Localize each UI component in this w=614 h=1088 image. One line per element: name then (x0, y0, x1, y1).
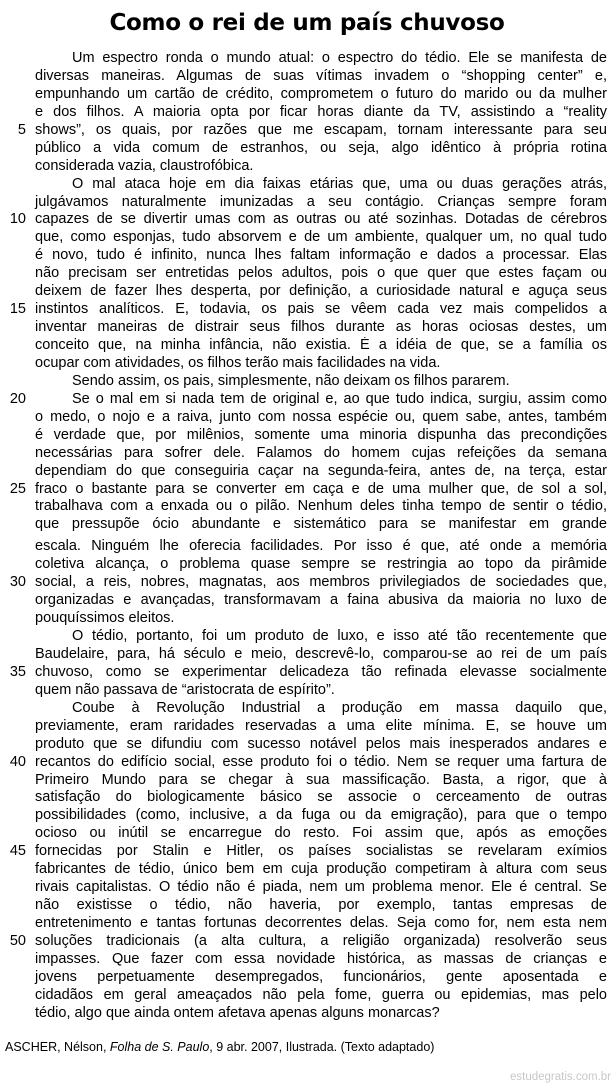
line-number (0, 1005, 35, 1023)
citation-author: ASCHER, Nélson, (5, 1040, 110, 1054)
line-text: o medo, o nojo e a raiva, junto com nossa espécie ou, quem sabe, antes, também (35, 408, 607, 425)
line-text: que, como esponjas, tudo absorvem e de um ambiente, qualquer um, no qual tudo (35, 229, 607, 246)
text-line (0, 843, 614, 861)
line-number (0, 86, 35, 104)
text-line (0, 592, 614, 610)
line-number (0, 463, 35, 481)
line-number (0, 373, 35, 391)
line-text: produto que se difundiu com sucesso notável pelos mais inesperados andares e (35, 735, 607, 752)
line-text: cidadãos em geral ameaçados não pela fome, guerra ou epidemias, mas pelo (35, 986, 607, 1003)
text-line (0, 391, 614, 409)
text-line (0, 158, 614, 176)
line-number: 50 (9, 932, 26, 949)
line-text: escala. Ninguém lhe oferecia facilidades. Por isso é que, até onde a memória (35, 538, 607, 555)
text-line (0, 807, 614, 825)
line-text: conceito que, na minha infância, não existia. É a idéia de que, se a família os (35, 337, 607, 353)
line-text: previamente, eram raridades reservadas a uma elite mínima. E, se houve um (35, 717, 607, 734)
text-line (0, 265, 614, 283)
line-number (0, 789, 35, 807)
line-text: não existisse o tédio, não haveria, por exemplo, tantas empresas de (35, 897, 607, 914)
line-text: organizadas e avançadas, transformavam a faina abusiva da maioria no luxo de (35, 592, 607, 609)
line-text: não precisam ser entretidas pelos adultos, pois o que quer que estes façam ou (35, 265, 607, 282)
text-line (0, 825, 614, 843)
line-number: 35 (9, 663, 26, 680)
line-text: empunhando um cartão de crédito, comprometem o futuro do marido ou da mulher (35, 85, 607, 102)
line-number (0, 104, 35, 122)
line-number (0, 355, 35, 373)
page-title: Como o rei de um país chuvoso (109, 10, 505, 36)
line-text: quem não passava de “aristocrata de espírito”. (35, 681, 335, 698)
line-text: entretenimento e tantas fortunas decorrentes delas. Seja como for, nem esta nem (35, 915, 607, 931)
line-number (0, 50, 35, 68)
line-number (0, 682, 35, 700)
text-line (0, 463, 614, 481)
line-number (0, 987, 35, 1005)
text-line (0, 445, 614, 463)
text-line (0, 498, 614, 516)
text-line (0, 194, 614, 212)
line-text: que pressupõe ócio abundante e sistemático para se manifestar em grande (35, 516, 607, 533)
text-line (0, 337, 614, 355)
text-line (0, 247, 614, 265)
line-text: possibilidades (como, inclusive, a da fuga ou da emigração), para que o tempo (35, 807, 607, 824)
text-line (0, 736, 614, 754)
text-line (0, 933, 614, 951)
line-text: trabalhava com a enxada ou o pilão. Nenhum deles tinha tempo de sentir o tédio, (35, 498, 607, 515)
line-text: é verdade que, por milênios, somente uma minoria dispunha das precondições (35, 426, 607, 443)
text-line (0, 538, 614, 556)
line-text: fabricantes de tédio, único bem em cuja produção competiram à altura com seus (35, 861, 607, 878)
line-text: shows”, os quais, por razões que me escapam, tornam interessante para seu (35, 121, 607, 138)
text-line (0, 987, 614, 1005)
text-line (0, 879, 614, 897)
text-line (0, 969, 614, 987)
text-line (0, 373, 614, 391)
text-line (0, 283, 614, 301)
text-line (0, 897, 614, 915)
line-number (0, 427, 35, 445)
text-line (0, 951, 614, 969)
line-number: 45 (9, 843, 26, 860)
text-line (0, 176, 614, 194)
line-number (0, 807, 35, 825)
text-line (0, 610, 614, 628)
line-number (0, 337, 35, 355)
line-text: Um espectro ronda o mundo atual: o espectro do tédio. Ele se manifesta de (72, 50, 607, 66)
text-line (0, 409, 614, 427)
line-number (0, 516, 35, 534)
text-line (0, 1005, 614, 1023)
line-text: chuvoso, como se experimentar delicadeza tão refinada elevasse socialmente (35, 663, 607, 680)
citation-publication: Folha de S. Paulo (109, 1040, 210, 1054)
line-number (0, 194, 35, 212)
line-text: necessárias para sofrer dele. Falamos do homem cujas refeições da semana (35, 444, 607, 461)
line-number (0, 592, 35, 610)
line-number: 15 (9, 301, 26, 318)
text-line (0, 861, 614, 879)
line-number (0, 628, 35, 646)
line-text: satisfação do biologicamente básico se associe o cerceamento de outras (35, 789, 607, 806)
line-text: fraco o bastante para se converter em caça e de uma mulher que, de sol a sol, (35, 480, 607, 497)
line-number (0, 498, 35, 516)
text-line (0, 664, 614, 682)
line-number (0, 319, 35, 337)
line-text: pouquíssimos eleitos. (35, 610, 175, 627)
text-line (0, 789, 614, 807)
line-number (0, 445, 35, 463)
text-line (0, 556, 614, 574)
line-number: 40 (9, 753, 26, 770)
text-line (0, 700, 614, 718)
line-number (0, 969, 35, 987)
line-number (0, 538, 35, 556)
text-line (0, 140, 614, 158)
text-line (0, 319, 614, 337)
line-number (0, 879, 35, 897)
line-text: tédio, algo que ainda ontem afetava apenas alguns monarcas? (35, 1004, 440, 1021)
line-text: coletiva alcança, o problema quase sempre se restringia ao topo da pirâmide (35, 556, 607, 573)
watermark: estudegratis.com.br (510, 1071, 611, 1083)
line-text: soluções tradicionais (a alta cultura, a religião organizada) resolverão seus (35, 932, 607, 949)
line-text: rivais capitalistas. O tédio não é piada, nem um problema menor. Ele é central. Se (35, 879, 607, 896)
line-text: ocupar com atividades, os filhos terão mais facilidades na vida. (35, 354, 441, 371)
line-text: julgávamos naturalmente imunizadas a seu contágio. Crianças sempre foram (35, 193, 607, 210)
line-number (0, 825, 35, 843)
line-text: Sendo assim, os pais, simplesmente, não deixam os filhos pararem. (72, 372, 510, 389)
text-line (0, 481, 614, 499)
line-text: público a vida comum de estranhos, ou seja, algo idêntico à própria rotina (35, 139, 607, 156)
text-line (0, 772, 614, 790)
line-number (0, 915, 35, 933)
line-number (0, 610, 35, 628)
line-number (0, 140, 35, 158)
text-line (0, 50, 614, 68)
line-text: Primeiro Mundo para se chegar à sua massificação. Basta, a rigor, que à (35, 771, 607, 788)
text-line (0, 718, 614, 736)
line-text: diversas maneiras. Algumas de suas vítimas invadem o “shopping center” e, (35, 67, 607, 84)
text-line (0, 628, 614, 646)
line-number (0, 247, 35, 265)
line-number (0, 265, 35, 283)
line-text: Coube à Revolução Industrial a produção em massa daquilo que, (72, 699, 607, 716)
line-text: é novo, tudo é infinito, nunca lhes faltam informação e dados a processar. Elas (35, 247, 607, 264)
line-text: deixem de fazer lhes desperta, por definição, a curiosidade natural e aguça seus (35, 283, 607, 300)
text-line (0, 427, 614, 445)
text-line (0, 574, 614, 592)
line-number (0, 283, 35, 301)
line-number: 10 (9, 211, 26, 228)
text-line (0, 86, 614, 104)
line-text: instintos analíticos. E, todavia, os pais se vêem cada vez mais compelidos a (35, 301, 607, 318)
text-body (0, 50, 614, 1023)
text-line (0, 211, 614, 229)
text-line (0, 516, 614, 534)
line-number: 20 (9, 390, 26, 407)
line-text: ocioso ou inútil se encarregue do resto. Foi assim que, após as emoções (35, 825, 607, 842)
line-text: social, a reis, nobres, magnatas, aos membros privilegiados de sociedades que, (35, 574, 607, 591)
line-number (0, 736, 35, 754)
line-number (0, 556, 35, 574)
text-line (0, 646, 614, 664)
line-text: e dos filhos. A maioria opta por ficar horas diante da TV, assistindo a “reality (35, 103, 607, 120)
line-number (0, 718, 35, 736)
text-line (0, 122, 614, 140)
line-number (0, 68, 35, 86)
line-text: impasses. Que fazer com essa novidade histórica, as massas de crianças e (35, 950, 607, 967)
line-number (0, 861, 35, 879)
line-text: considerada vazia, claustrofóbica. (35, 157, 254, 174)
citation-details: , 9 abr. 2007, Ilustrada. (Texto adaptado) (209, 1040, 435, 1054)
line-text: Baudelaire, para, há século e meio, descrevê-lo, comparou-se ao rei de um país (35, 645, 607, 662)
line-text: recantos do edifício social, esse produto foi o tédio. Nem se requer uma fartura de (35, 753, 607, 770)
line-text: inventar maneiras de distrair seus filhos durante as horas ociosas destes, um (35, 319, 607, 336)
text-line (0, 754, 614, 772)
line-number: 25 (9, 480, 26, 497)
line-number (0, 409, 35, 427)
text-line (0, 68, 614, 86)
line-number: 5 (17, 121, 26, 138)
text-line (0, 301, 614, 319)
line-text: jovens perpetuamente desempregados, funcionários, gente aposentada e (35, 968, 607, 985)
line-text: fornecidas por Stalin e Hitler, os países socialistas se revelaram exímios (35, 843, 607, 860)
line-number (0, 176, 35, 194)
line-number: 30 (9, 574, 26, 591)
line-text: Se o mal em si nada tem de original e, ao que tudo indica, surgiu, assim como (72, 390, 607, 407)
source-citation (5, 1040, 434, 1055)
line-number (0, 951, 35, 969)
line-text: dependiam do que conseguiria caçar na segunda-feira, antes de, na terça, estar (35, 462, 607, 479)
line-number (0, 646, 35, 664)
line-number (0, 897, 35, 915)
line-number (0, 229, 35, 247)
line-number (0, 158, 35, 176)
line-text: O tédio, portanto, foi um produto de luxo, e isso até tão recentemente que (72, 628, 607, 644)
line-text: capazes de se divertir umas com as outras ou até sozinhas. Dotadas de cérebros (35, 211, 607, 228)
text-line (0, 682, 614, 700)
text-line (0, 355, 614, 373)
text-line (0, 229, 614, 247)
line-text: O mal ataca hoje em dia faixas etárias que, uma ou duas gerações atrás, (72, 175, 607, 192)
line-number (0, 772, 35, 790)
line-number (0, 700, 35, 718)
text-line (0, 104, 614, 122)
text-line (0, 915, 614, 933)
